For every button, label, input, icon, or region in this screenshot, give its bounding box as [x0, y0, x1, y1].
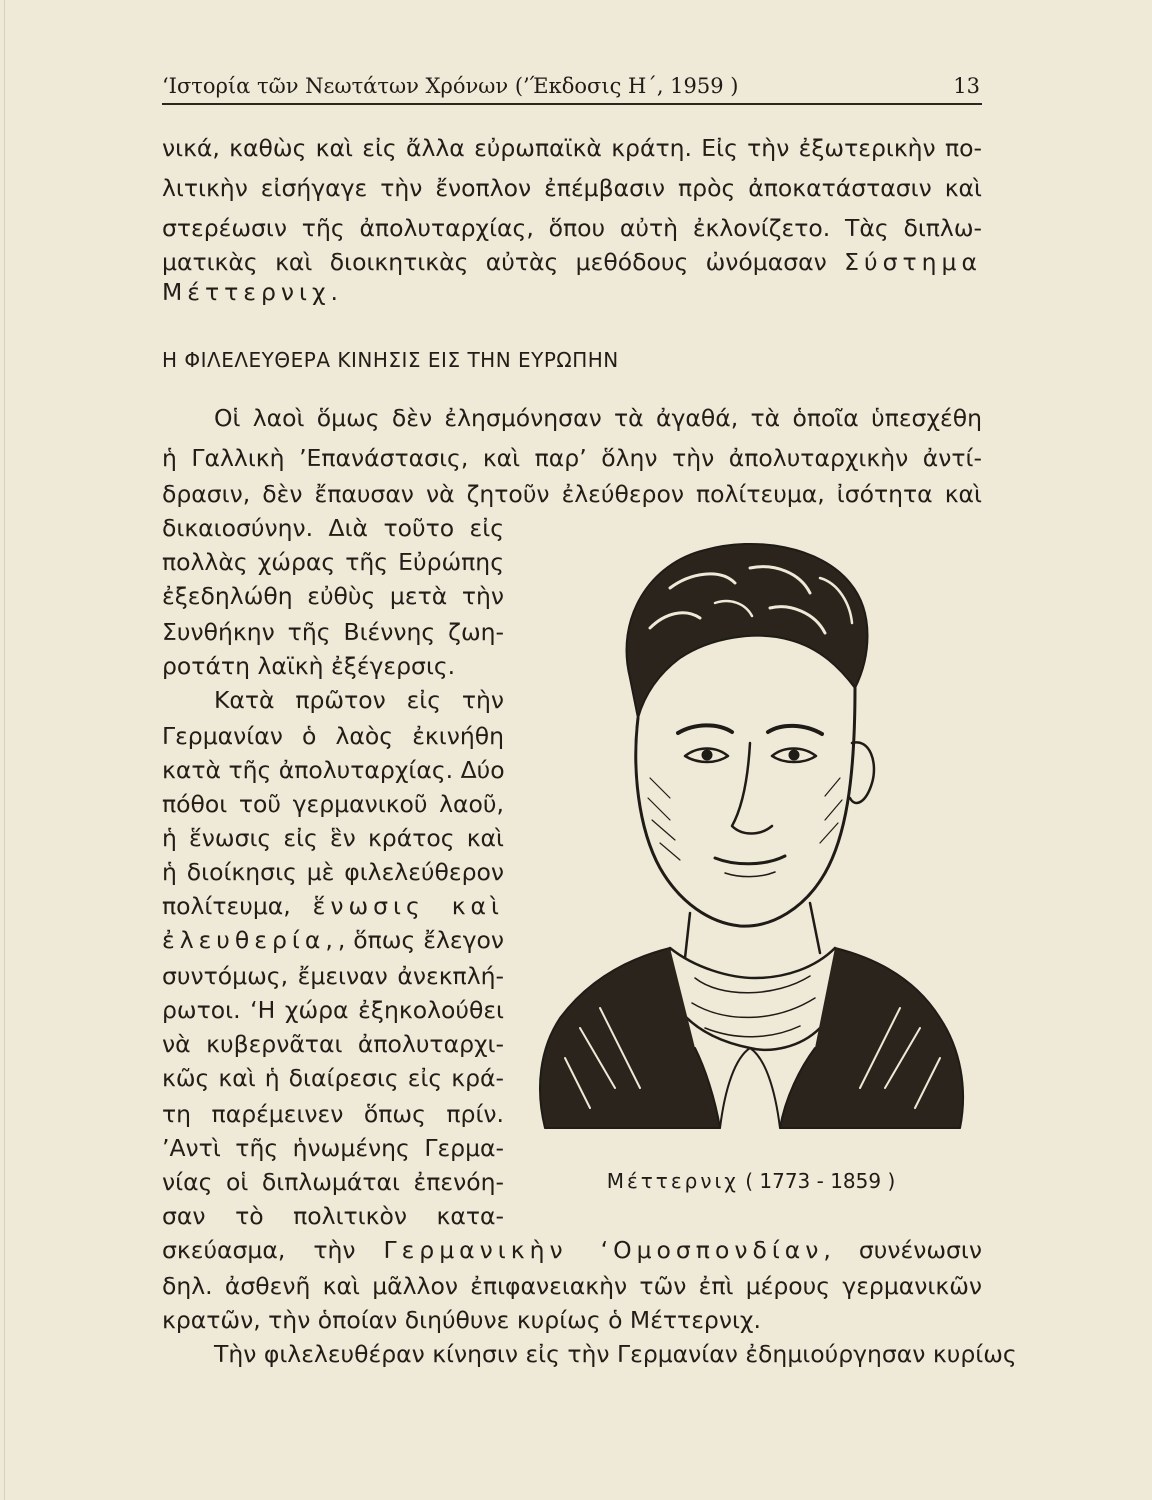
column-line: δικαιοσύνην. Διὰ τοῦτο εἰς — [162, 514, 504, 542]
column-line: Γερμανίαν ὁ λαὸς ἐκινήθη — [162, 722, 504, 750]
portrait-caption — [520, 1166, 982, 1196]
column-line — [162, 920, 504, 960]
column-line: ρωτοι. ‘Η χώρα ἐξηκολούθει — [162, 996, 504, 1024]
column-line: ἡ διοίκησις μὲ φιλελεύθερον — [162, 858, 504, 886]
spaced-term-omospondia: Γερμανικὴν ‘Ομοσπονδίαν — [383, 1236, 824, 1264]
text-line: λιτικὴν εἰσήγαγε τὴν ἔνοπλον ἐπέμβασιν πρὸς ἀποκατάστασιν καὶ — [162, 174, 982, 202]
column-line: νὰ κυβερνᾶται ἀπολυταρχι- — [162, 1030, 504, 1058]
column-line: συντόμως, ἔμειναν ἀνεκπλή- — [162, 962, 504, 990]
text-line — [162, 1230, 982, 1270]
column-line: τη παρέμεινεν ὅπως πρίν. — [162, 1100, 504, 1128]
caption-name: Μέττερνιχ — [606, 1169, 739, 1193]
section-heading: Η ΦΙΛΕΛΕΥΘΕΡΑ ΚΙΝΗΣΙΣ ΕΙΣ ΤΗΝ ΕΥΡΩΠΗΝ — [162, 348, 619, 372]
text-fragment: πολίτευμα, — [162, 892, 291, 920]
caption-years: ( 1773 - 1859 ) — [745, 1169, 896, 1193]
spaced-term-eleftheria: ἐλευθερία, — [162, 926, 338, 954]
text-fragment: , ὅπως ἔλεγον — [337, 926, 504, 954]
text-line: Τὴν φιλελευθέραν κίνησιν εἰς τὴν Γερμανίαν ἐδημιούργησαν κυρίως — [214, 1340, 1017, 1368]
running-header — [162, 72, 982, 104]
text-line: νικά, καθὼς καὶ εἰς ἄλλα εὐρωπαϊκὰ κράτη. Εἰς τὴν ἐξωτερικὴν πο- — [162, 134, 982, 162]
column-line: ’Αντὶ τῆς ἡνωμένης Γερμα- — [162, 1134, 504, 1162]
text-fragment: σκεύασμα, τὴν — [162, 1236, 356, 1264]
column-line: πόθοι τοῦ γερμανικοῦ λαοῦ, — [162, 790, 504, 818]
spaced-term-enosis: ἕνωσις καὶ — [312, 892, 504, 920]
spaced-term-systima: Σύστημα — [844, 248, 982, 276]
text-fragment: ματικὰς καὶ διοικητικὰς αὐτὰς μεθόδους ὠνόμασαν — [162, 248, 827, 276]
text-line: στερέωσιν τῆς ἀπολυταρχίας, ὅπου αὐτὴ ἐκλονίζετο. Τὰς διπλω- — [162, 214, 982, 242]
spaced-term-metternich: Μέττερνιχ. — [162, 278, 344, 306]
column-line: κῶς καὶ ἡ διαίρεσις εἰς κρά- — [162, 1064, 504, 1092]
text-line: ἡ Γαλλικὴ ’Επανάστασις, καὶ παρ’ ὅλην τὴν ἀπολυταρχικὴν ἀντί- — [162, 444, 982, 472]
column-line: νίας οἱ διπλωμάται ἐπενόη- — [162, 1168, 504, 1196]
column-line: ροτάτη λαϊκὴ ἐξέγερσις. — [162, 652, 456, 680]
column-line: Συνθήκην τῆς Βιέννης ζωη- — [162, 618, 504, 646]
column-line: πολλὰς χώρας τῆς Εὐρώπης — [162, 548, 504, 576]
metternich-portrait — [520, 528, 982, 1148]
column-line: Κατὰ πρῶτον εἰς τὴν — [214, 686, 504, 714]
page-number: 13 — [953, 74, 980, 98]
header-rule — [162, 103, 982, 105]
text-line: δρασιν, δὲν ἔπαυσαν νὰ ζητοῦν ἐλεύθερον πολίτευμα, ἰσότητα καὶ — [162, 480, 982, 508]
text-line: Οἱ λαοὶ ὅμως δὲν ἐλησμόνησαν τὰ ἀγαθά, τὰ ὁποῖα ὑπεσχέθη — [214, 404, 982, 432]
column-line: ἡ ἕνωσις εἰς ἓν κράτος καὶ — [162, 824, 504, 852]
text-line: δηλ. ἀσθενῆ καὶ μᾶλλον ἐπιφανειακὴν τῶν ἐπὶ μέρους γερμανικῶν — [162, 1272, 982, 1300]
column-line: κατὰ τῆς ἀπολυταρχίας. Δύο — [162, 756, 505, 784]
column-line: σαν τὸ πολιτικὸν κατα- — [162, 1202, 504, 1230]
header-title: ‘Ιστορία τῶν Νεωτάτων Χρόνων (’Έκδοσις Η΄, 1959 ) — [162, 74, 739, 98]
column-line: ἐξεδηλώθη εὐθὺς μετὰ τὴν — [162, 582, 504, 610]
page-edge-shadow — [4, 0, 5, 1500]
text-fragment: , συνένωσιν — [823, 1236, 982, 1264]
text-line: κρατῶν, τὴν ὁποίαν διηύθυνε κυρίως ὁ Μέττερνιχ. — [162, 1306, 761, 1334]
